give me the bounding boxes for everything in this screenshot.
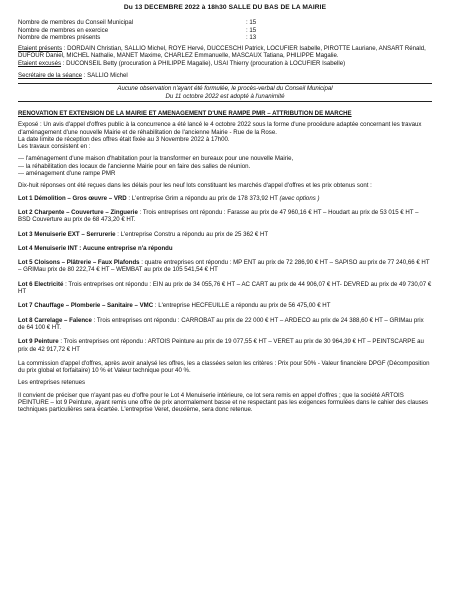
lot-extra: (avec options ) bbox=[279, 194, 320, 202]
works-intro: Les travaux consistent en : bbox=[18, 143, 91, 151]
lot-label: Lot 7 Chauffage – Plomberie – Sanitaire – VMC bbox=[18, 302, 154, 310]
lot-label: Lot 6 Electricité bbox=[18, 280, 64, 288]
count-row bbox=[18, 27, 432, 34]
lot-item bbox=[18, 302, 432, 309]
count-value: : 13 bbox=[246, 33, 257, 41]
lot-text: : Aucune entreprise n'a répondu bbox=[77, 244, 173, 252]
minutes-line: Du 11 octobre 2022 est adopté à l'unanimité bbox=[165, 92, 285, 100]
deadline-paragraph: La date limite de réception des offres était fixée au 3 Novembre 2022 à 17h00. bbox=[18, 135, 230, 143]
count-row bbox=[18, 19, 432, 26]
lot-item bbox=[18, 317, 432, 332]
lot-item bbox=[18, 281, 432, 296]
excused-text: : DUCONSEIL Betty (procuration à PHILIPPE Magalie), USAI Thierry (procuration à LOCUFIER Isabelle) bbox=[61, 59, 346, 67]
final-paragraph: Il convient de préciser que n'ayant pas eu d'offre pour le Lot 4 Menuiserie intérieure, ce lot sera remis en appel d'offres ; que la société ARTOIS PEINTURE – lot 9 Peinture, ayant remis une offre de prix anormalement basse et ne respectant pas les exigences formulées dans le cahier des clauses techniques particulières sera écartée. L'entreprise Veret, deuxième, sera donc retenue. bbox=[18, 391, 429, 414]
lot-label: Lot 1 Démolition – Gros œuvre – VRD bbox=[18, 194, 127, 202]
lot-label: Lot 5 Cloisons – Plâtrerie – Faux Plafonds bbox=[18, 259, 140, 267]
lot-label: Lot 2 Charpente – Couverture – Zinguerie bbox=[18, 208, 138, 216]
lot-text: : Trois entreprises ont répondu : EIN au prix de 34 055,76 € HT – AC CART au prix de 44 906,07 € HT- DEVRED au prix de 49 730,07 € HT bbox=[18, 280, 432, 296]
count-value: : 15 bbox=[246, 26, 257, 34]
section-heading: RENOVATION ET EXTENSION DE LA MAIRIE ET AMENAGEMENT D'UNE RAMPE PMR – ATTRIBUTION DE MARCHE bbox=[18, 109, 352, 117]
count-label: Nombre de membres du Conseil Municipal bbox=[18, 19, 134, 27]
count-label: Nombre de membres en exercice bbox=[18, 26, 109, 34]
member-counts bbox=[18, 19, 432, 41]
lot-item bbox=[18, 209, 432, 224]
secretary-label: Secrétaire de la séance bbox=[18, 72, 83, 80]
minutes-line: Aucune observation n'ayant été formulée, le procès-verbal du Conseil Municipal bbox=[117, 85, 333, 93]
works-item: --- la réhabilitation des locaux de l'ancienne Mairie pour en faire des salles de réunion. bbox=[18, 162, 251, 170]
excused-members bbox=[18, 60, 432, 67]
lot-label: Lot 3 Menuiserie EXT – Serrurerie bbox=[18, 230, 116, 238]
lot-text: : Trois entreprises ont répondu : CARROBAT au prix de 22 000 € HT – ARDECO au prix de 24 388,60 € HT – GRIMau prix de 64 100 € HT. bbox=[18, 316, 424, 331]
lot-item bbox=[18, 338, 432, 353]
lot-text: : quatre entreprises ont répondu : MP ENT au prix de 72 286,90 € HT – SAPISO au prix de 77 240,66 € HT – GRIMau prix de 80 222,74 € HT – WEMBAT au prix de 105 541,54 € HT bbox=[18, 259, 430, 274]
present-members bbox=[18, 45, 432, 60]
count-row bbox=[18, 34, 432, 41]
works-item: --- l'aménagement d'une maison d'habitation pour la transformer en bureaux pour une nouvelle Mairie, bbox=[18, 155, 294, 163]
minutes-approval-box bbox=[18, 83, 432, 102]
page-title: Du 13 DECEMBRE 2022 à 18h30 SALLE DU BAS DE LA MAIRIE bbox=[123, 4, 327, 11]
lot-item bbox=[18, 195, 432, 202]
lot-label: Lot 9 Peinture bbox=[18, 338, 59, 346]
present-label: Etaient présents bbox=[18, 45, 63, 53]
lot-text: : L'entreprise HECFEUILLE a répondu au prix de 56 475,00 € HT bbox=[153, 302, 331, 310]
lot-text: : L'entreprise Grim a répondu au prix de 178 373,92 HT bbox=[126, 194, 280, 202]
lot-label: Lot 4 Menuiserie INT bbox=[18, 244, 78, 252]
lot-label: Lot 8 Carrelage – Faïence bbox=[18, 316, 92, 324]
lot-text: : Trois entreprises ont répondu : Farasse au prix de 47 960,16 € HT – Houdart au prix de 53 015 € HT – BSD Couverture au prix de 68 473,20 € HT. bbox=[18, 208, 419, 224]
lot-item bbox=[18, 259, 432, 274]
lot-text: : Trois entreprises ont répondu : ARTOIS Peinture au prix de 19 077,55 € HT – VERET au prix de 30 964,39 € HT – PEINTSCARPE au prix de 42 917,72 € HT bbox=[18, 338, 424, 353]
lot-text: : L'entreprise Constru a répondu au prix de 25 362 € HT bbox=[115, 230, 269, 238]
secretary bbox=[18, 72, 432, 79]
count-label: Nombre de membres présents bbox=[18, 33, 101, 41]
count-value: : 15 bbox=[246, 19, 257, 27]
excused-label: Etaient excusés bbox=[18, 59, 62, 67]
works-item: --- aménagement d'une rampe PMR bbox=[18, 170, 116, 178]
lot-item bbox=[18, 245, 432, 252]
responses-paragraph: Dix-huit réponses ont été reçues dans les délais pour les neuf lots constituant les marchés d'appel d'offres et les prix obtenus sont : bbox=[18, 182, 372, 190]
present-text: : DORDAIN Christian, SALLIO Michel, ROYE Hervé, DUCCESCHI Patrick, LOCUFIER Isabelle, PIROTTE Lauriane, ANSART Rénald, DUFOUR Daniel, MICHEL Nathalie, MANET Maxime, CHARLEZ Emmanuelle, MASCAUX Tatiana, PHILIPPE Magalie. bbox=[18, 45, 426, 60]
secretary-text: : SALLIO Michel bbox=[82, 72, 128, 80]
expose-paragraph: Exposé : Un avis d'appel d'offres public à la concurrence a été lancé le 4 octobre 2022 sous la forme d'une procédure adaptée concernant les travaux d'aménagement d'une nouvelle Mairie et de réhabilitation de l'ancienne Mairie - Rue de la Rose. bbox=[18, 121, 422, 136]
retained-heading: Les entreprises retenues bbox=[18, 379, 86, 387]
criteria-paragraph: La commission d'appel d'offres, après avoir analysé les offres, les a classées selon les critères : Prix pour 50% - Valeur financière DPGF (Décomposition du prix global et forfaitaire) 10 % et Valeur technique pour 40 %. bbox=[18, 359, 430, 375]
lot-item bbox=[18, 231, 432, 238]
